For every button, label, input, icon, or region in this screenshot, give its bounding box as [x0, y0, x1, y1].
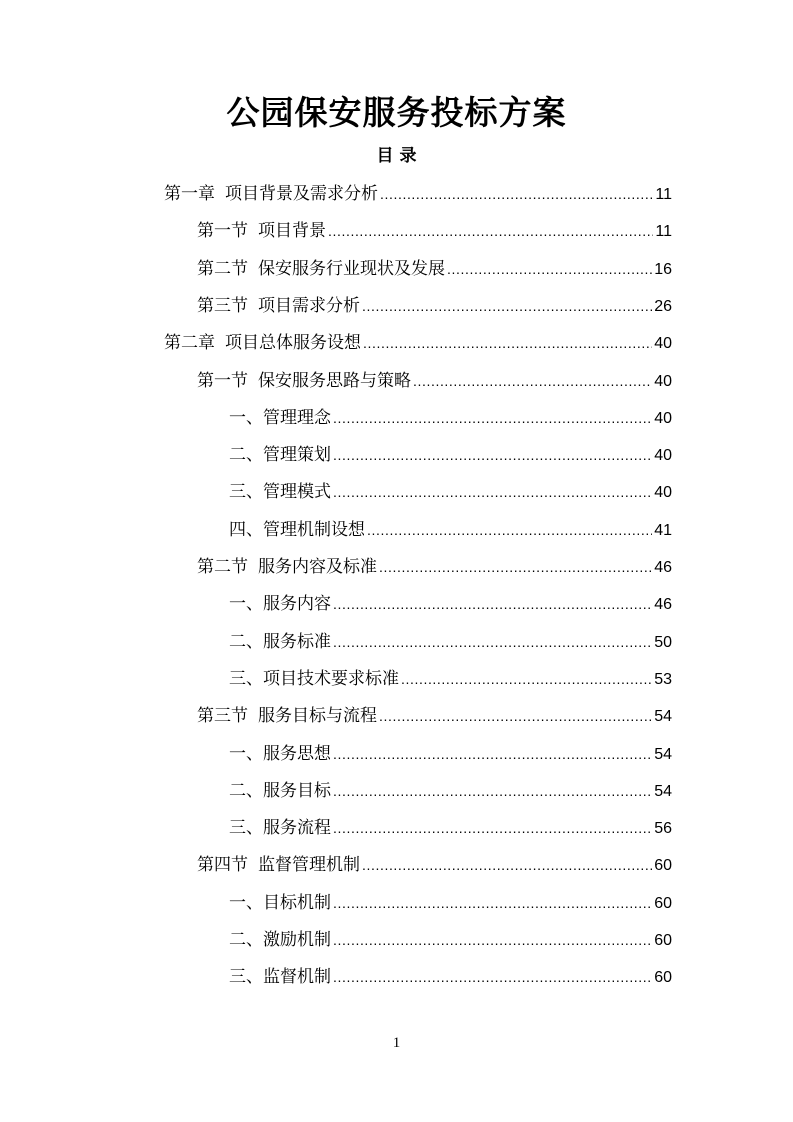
toc-entry-page: 56 [654, 820, 672, 838]
toc-entry-number: 第二章 [164, 333, 215, 354]
toc-entry-page: 60 [654, 932, 672, 949]
toc-entry-label [229, 400, 331, 437]
toc-entry-page: 54 [654, 782, 672, 800]
toc-entry-label [197, 288, 360, 325]
toc-entry-title: 项目背景及需求分析 [225, 184, 378, 204]
toc-entry-page: 60 [654, 857, 672, 875]
toc-entry[interactable] [229, 959, 672, 996]
toc-entry-number: 第二节 [197, 557, 248, 577]
toc-entry[interactable] [229, 512, 672, 549]
toc-leader-dots [333, 885, 652, 922]
toc-entry-page: 60 [654, 969, 672, 987]
toc-leader-dots [401, 661, 652, 698]
toc-entry-page: 50 [654, 633, 672, 651]
toc-entry-title: 目标机制 [263, 892, 331, 913]
toc-entry-title: 监督机制 [263, 967, 331, 988]
toc-heading: 目 录 [376, 146, 417, 166]
toc-leader-dots [333, 736, 652, 773]
toc-leader-dots [333, 959, 652, 996]
toc-entry-number: 第一章 [164, 184, 215, 204]
toc-entry-number: 第三节 [197, 295, 248, 316]
toc-entry-page: 11 [655, 223, 672, 241]
toc-leader-dots [333, 922, 652, 959]
toc-leader-dots [333, 773, 652, 810]
toc-entry-number: 三、 [229, 818, 263, 839]
toc-entry-number: 四、 [229, 519, 263, 540]
toc-entry-label [229, 624, 331, 661]
toc-entry[interactable] [229, 624, 672, 661]
toc-entry-page: 53 [654, 670, 672, 688]
toc-entry-label [197, 363, 411, 400]
toc-entry-number: 一、 [229, 407, 263, 428]
toc-leader-dots [362, 847, 652, 884]
toc-entry-title: 项目总体服务设想 [225, 333, 361, 354]
toc-entry-number: 二、 [229, 445, 263, 466]
toc-entry-number: 第一节 [197, 221, 248, 242]
toc-entry[interactable] [164, 176, 672, 213]
toc-leader-dots [363, 325, 652, 362]
toc-entry-label [229, 474, 331, 511]
toc-entry-title: 管理机制设想 [263, 519, 365, 540]
toc-entry[interactable] [197, 847, 672, 884]
toc-entry-number: 二、 [229, 631, 263, 652]
toc-entry-page: 16 [654, 260, 672, 278]
toc-leader-dots [362, 288, 652, 325]
toc-entry-title: 服务内容 [263, 594, 331, 615]
toc-entry[interactable] [197, 549, 672, 586]
toc-entry[interactable] [229, 773, 672, 810]
toc-leader-dots [333, 437, 652, 474]
toc-entry-number: 第四节 [197, 855, 248, 876]
toc-entry-number: 三、 [229, 967, 263, 988]
toc-entry-number: 三、 [229, 482, 263, 503]
toc-entry-label [229, 959, 331, 996]
toc-entry-label [197, 251, 445, 288]
toc-entry-number: 一、 [229, 594, 263, 615]
toc-entry[interactable] [197, 363, 672, 400]
toc-entry-page: 40 [654, 372, 672, 390]
page-number: 1 [392, 1035, 401, 1051]
toc-entry-label [229, 773, 331, 810]
toc-entry-label [164, 176, 378, 213]
toc-leader-dots [380, 176, 653, 213]
toc-leader-dots [447, 251, 652, 288]
toc-leader-dots [379, 549, 652, 586]
toc-entry-page: 60 [654, 894, 672, 912]
toc-entry-number: 三、 [229, 668, 263, 689]
toc-entry-title: 管理模式 [263, 482, 331, 503]
toc-entry-title: 管理策划 [263, 445, 331, 466]
toc-entry[interactable] [229, 474, 672, 511]
toc-entry-title: 项目需求分析 [258, 295, 360, 316]
toc-entry-label [229, 437, 331, 474]
toc-entry[interactable] [197, 698, 672, 735]
toc-entry-page: 46 [654, 559, 672, 576]
toc-entry-label [229, 885, 331, 922]
toc-entry-page: 46 [654, 596, 672, 614]
toc-leader-dots [367, 512, 652, 549]
toc-entry-page: 54 [654, 745, 672, 763]
toc-entry-label [229, 512, 365, 549]
toc-leader-dots [328, 213, 653, 250]
toc-entry-title: 服务思想 [263, 743, 331, 764]
toc-entry-label [197, 549, 377, 586]
toc-entry[interactable] [229, 885, 672, 922]
toc-entry-page: 40 [654, 447, 672, 465]
toc-entry-title: 监督管理机制 [258, 855, 360, 876]
toc-entry-page: 26 [654, 297, 672, 315]
toc-entry-number: 第一节 [197, 370, 248, 391]
toc-entry[interactable] [164, 325, 672, 362]
toc-entry-number: 第二节 [197, 258, 248, 279]
toc-entry-number: 第三节 [197, 706, 248, 727]
toc-entry[interactable] [197, 288, 672, 325]
toc-entry-number: 二、 [229, 930, 263, 950]
toc-entry-title: 服务目标与流程 [258, 706, 377, 727]
document-title: 公园保安服务投标方案 [226, 93, 567, 132]
toc-entry[interactable] [229, 736, 672, 773]
toc-entry-title: 服务目标 [263, 780, 331, 801]
toc-entry-title: 项目技术要求标准 [263, 668, 399, 689]
toc-entry-page: 40 [654, 484, 672, 502]
toc-entry[interactable] [229, 810, 672, 847]
toc-entry[interactable] [229, 661, 672, 698]
toc-entry[interactable] [229, 586, 672, 623]
toc-leader-dots [379, 698, 652, 735]
toc-entry-title: 服务标准 [263, 631, 331, 652]
toc-entry-number: 一、 [229, 743, 263, 764]
toc-entry-label [229, 736, 331, 773]
toc-entry-title: 激励机制 [263, 930, 331, 950]
toc-entry-label [197, 213, 326, 250]
toc-entry-title: 项目背景 [258, 221, 326, 242]
toc-entry-number: 一、 [229, 892, 263, 913]
toc-entry-page: 54 [654, 708, 672, 726]
toc-entry[interactable] [197, 251, 672, 288]
toc-entry-label [197, 847, 360, 884]
toc-entry-number: 二、 [229, 780, 263, 801]
toc-entry-title: 服务内容及标准 [258, 557, 377, 577]
toc-entry-title: 保安服务思路与策略 [258, 370, 411, 391]
toc-entry-title: 保安服务行业现状及发展 [258, 258, 445, 279]
toc-entry-title: 管理理念 [263, 407, 331, 428]
toc-entry[interactable] [229, 437, 672, 474]
toc-entry-label [229, 810, 331, 847]
toc-entry-label [164, 325, 361, 362]
toc-leader-dots [333, 474, 652, 511]
toc-leader-dots [333, 586, 652, 623]
toc-entry-page: 41 [654, 521, 672, 539]
toc-entry-label [197, 698, 377, 735]
toc-leader-dots [333, 400, 652, 437]
toc-leader-dots [333, 624, 652, 661]
toc-leader-dots [333, 810, 652, 847]
toc-entry-page: 40 [654, 409, 672, 427]
toc-entry-page: 11 [655, 186, 672, 203]
toc-entry-page: 40 [654, 335, 672, 353]
toc-entry[interactable] [197, 213, 672, 250]
toc-entry[interactable] [229, 400, 672, 437]
toc-entry-label [229, 586, 331, 623]
toc-entry-label [229, 661, 399, 698]
toc-entry[interactable] [229, 922, 672, 959]
toc-leader-dots [413, 363, 652, 400]
toc-entry-label [229, 922, 331, 959]
toc-entry-title: 服务流程 [263, 818, 331, 839]
